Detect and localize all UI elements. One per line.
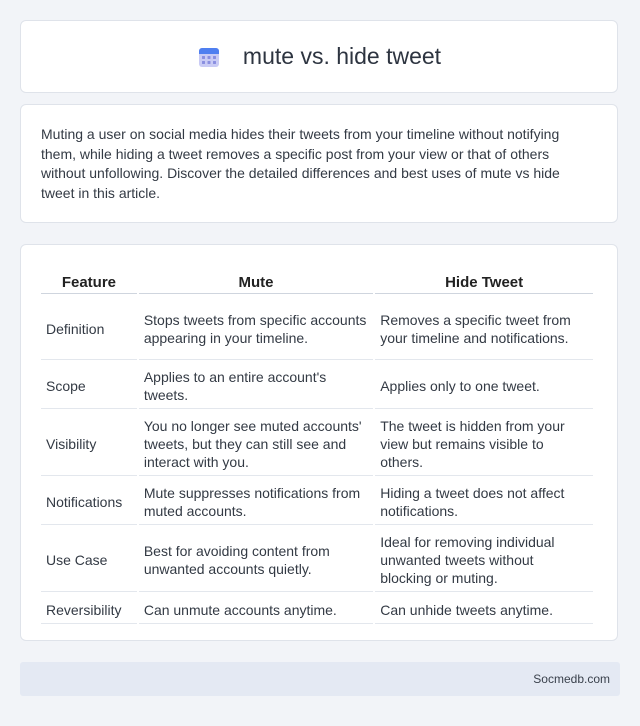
- table-row: [41, 294, 593, 360]
- cell-mute: Stops tweets from specific accounts appearing in your timeline.: [139, 294, 373, 360]
- comparison-table-card: [20, 244, 618, 641]
- intro-text: Muting a user on social media hides their tweets from your timeline without notifying them, while hiding a tweet removes a specific post from your view or that of others without unfollowing. Discover the detailed differences and best uses of mute vs hide tweet in this article.: [41, 126, 560, 201]
- calendar-icon: [197, 45, 221, 69]
- header-feature: Feature: [41, 265, 137, 294]
- cell-feature: Reversibility: [41, 592, 137, 624]
- cell-mute: You no longer see muted accounts' tweets, but they can still see and interact with you.: [139, 409, 373, 476]
- cell-mute: Mute suppresses notifications from muted accounts.: [139, 476, 373, 525]
- footer-site-link[interactable]: Socmedb.com: [533, 672, 610, 686]
- table-row: [41, 476, 593, 525]
- page-title: mute vs. hide tweet: [242, 43, 442, 69]
- table-row: [41, 592, 593, 624]
- cell-feature: Visibility: [41, 409, 137, 476]
- cell-feature: Scope: [41, 360, 137, 409]
- cell-feature: Use Case: [41, 525, 137, 592]
- comparison-table: [39, 265, 595, 624]
- table-row: [41, 525, 593, 592]
- table-header-row: [41, 265, 593, 294]
- cell-hide-tweet: Ideal for removing individual unwanted tweets without blocking or muting.: [375, 525, 593, 592]
- cell-hide-tweet: Hiding a tweet does not affect notifications.: [375, 476, 593, 525]
- table-row: [41, 409, 593, 476]
- table-row: [41, 360, 593, 409]
- cell-hide-tweet: The tweet is hidden from your view but remains visible to others.: [375, 409, 593, 476]
- header-card: [20, 20, 618, 93]
- cell-mute: Applies to an entire account's tweets.: [139, 360, 373, 409]
- cell-feature: Definition: [41, 294, 137, 360]
- cell-mute: Can unmute accounts anytime.: [139, 592, 373, 624]
- cell-hide-tweet: Can unhide tweets anytime.: [375, 592, 593, 624]
- footer: [20, 662, 620, 696]
- header-mute: Mute: [139, 265, 373, 294]
- intro-card: [20, 104, 618, 223]
- cell-feature: Notifications: [41, 476, 137, 525]
- cell-hide-tweet: Removes a specific tweet from your timeline and notifications.: [375, 294, 593, 360]
- title-wrap: [197, 43, 441, 70]
- cell-mute: Best for avoiding content from unwanted accounts quietly.: [139, 525, 373, 592]
- header-hide-tweet: Hide Tweet: [375, 265, 593, 294]
- cell-hide-tweet: Applies only to one tweet.: [375, 360, 593, 409]
